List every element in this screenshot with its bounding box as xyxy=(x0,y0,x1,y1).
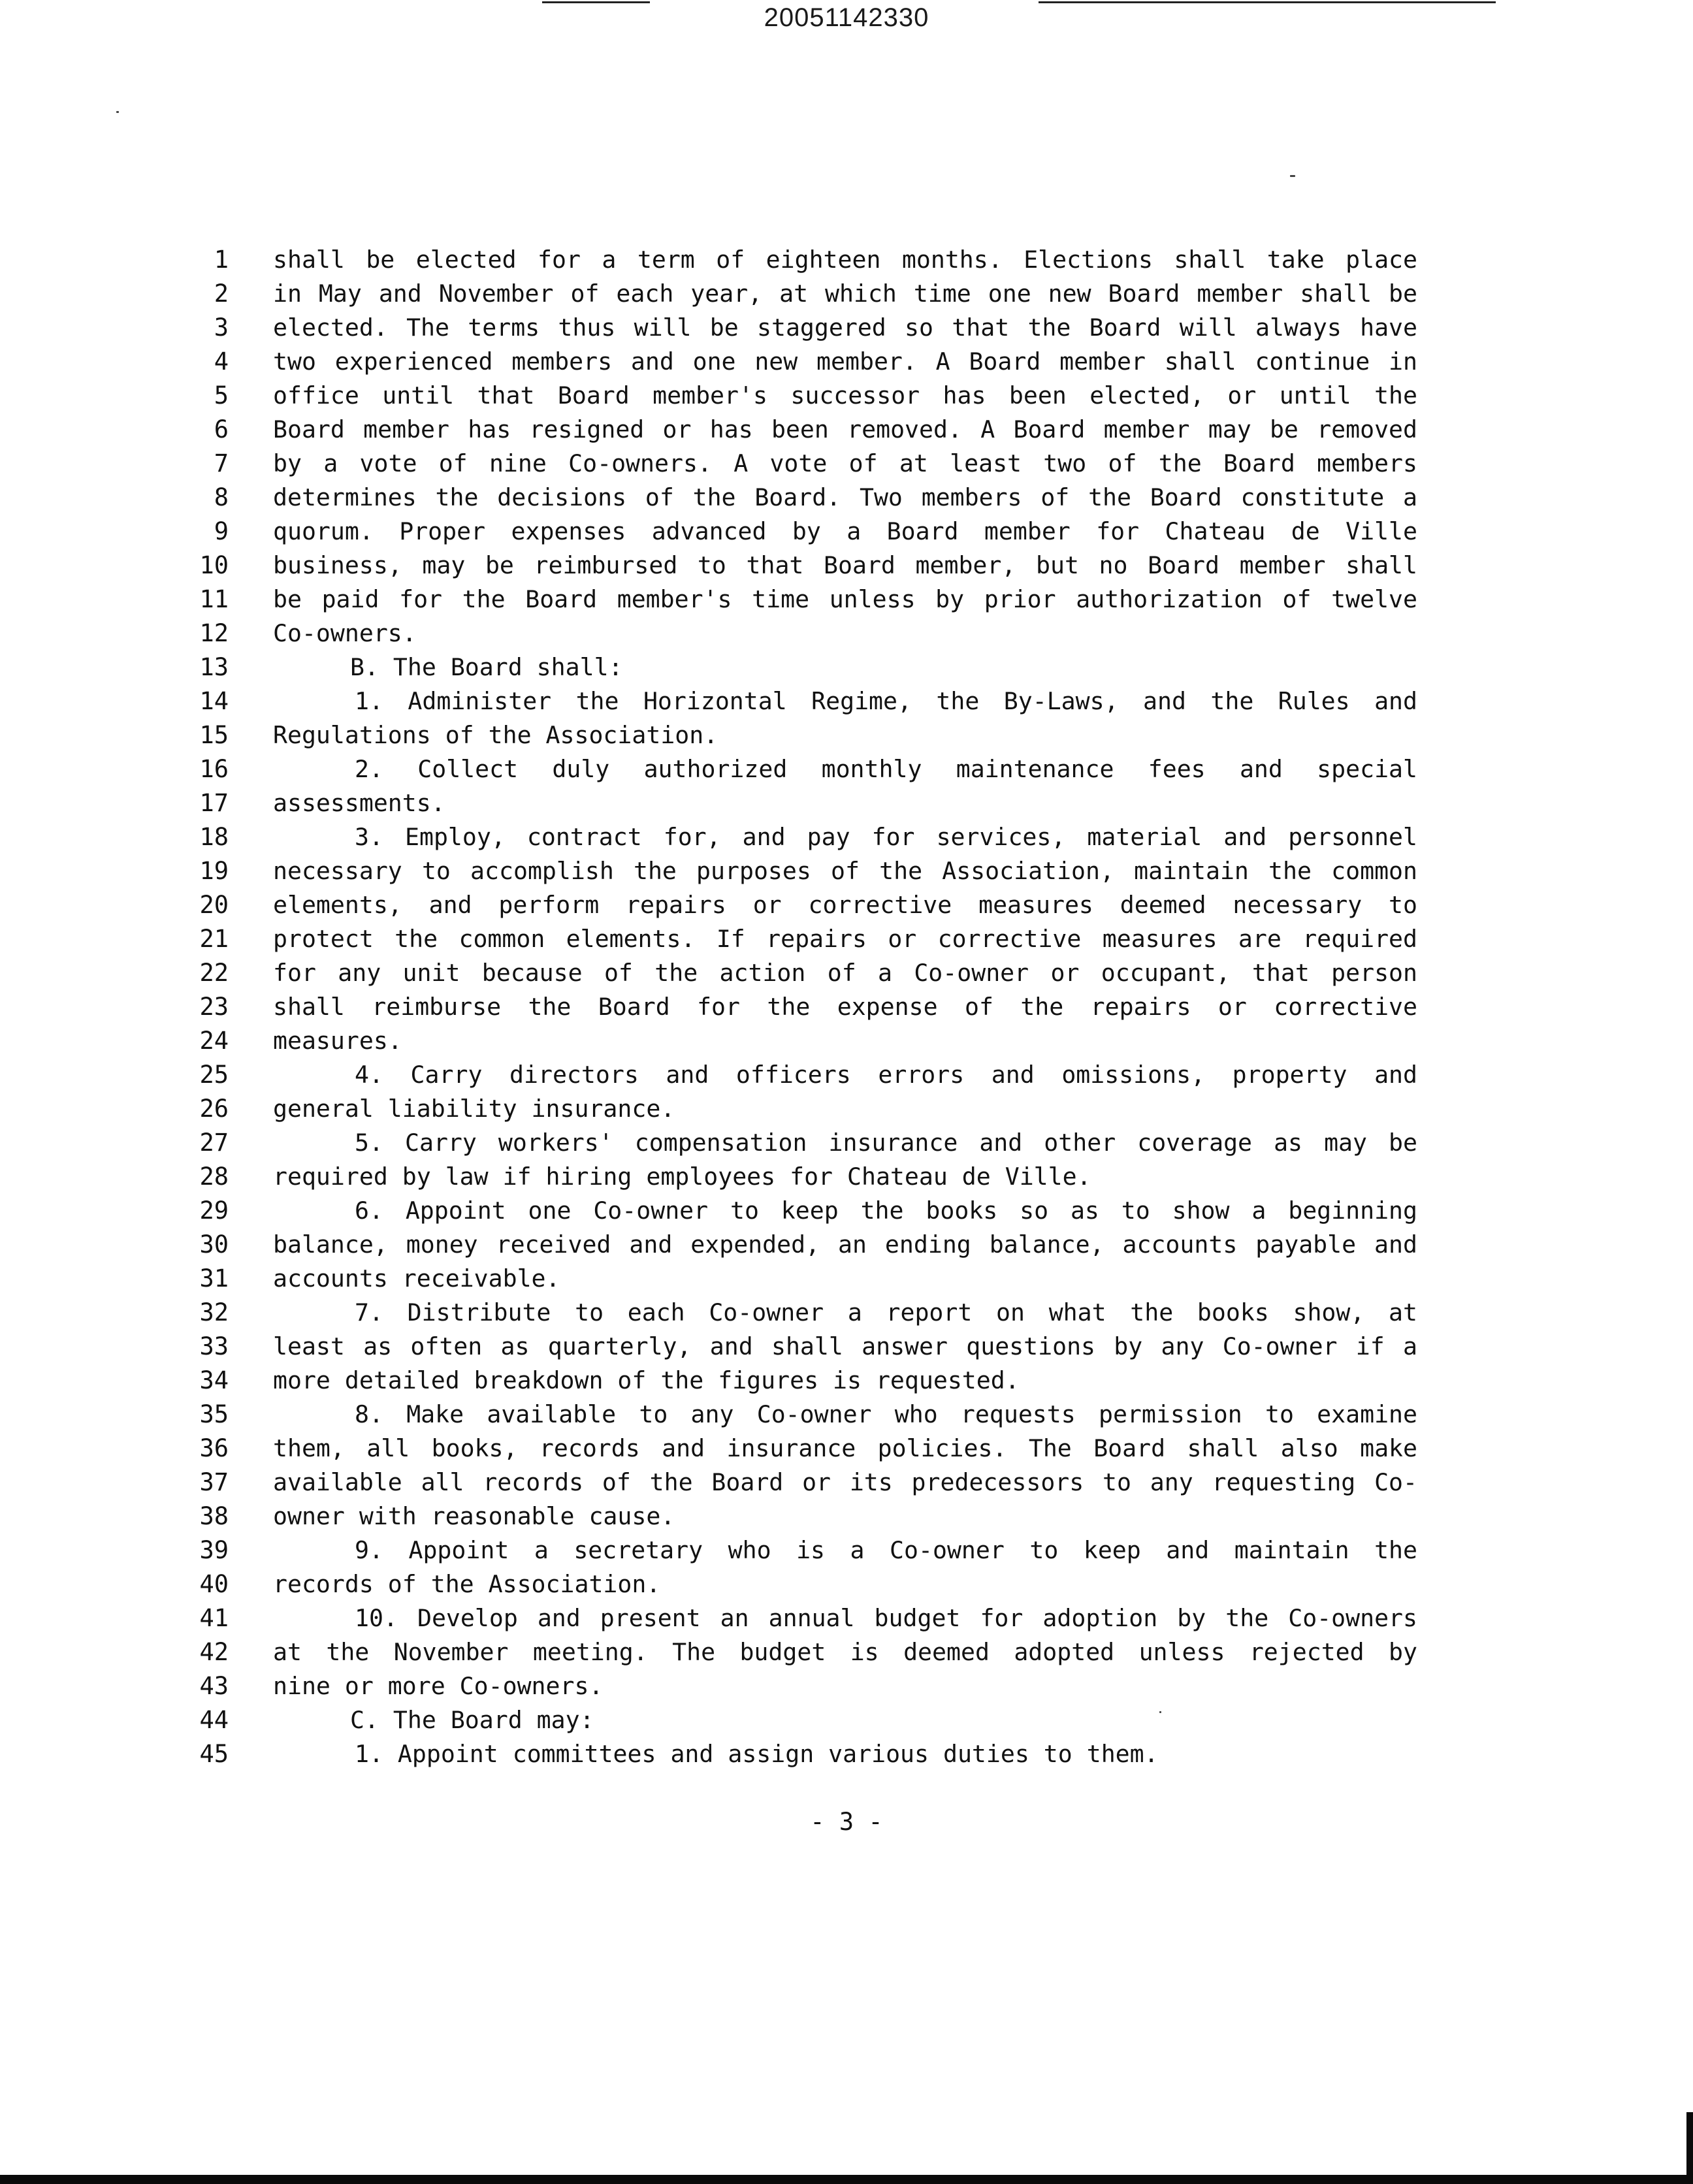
text-line xyxy=(0,1432,1693,1466)
line-text: elected. The terms thus will be staggered so that the Board will always have xyxy=(273,313,1417,342)
line-number: 17 xyxy=(199,789,229,817)
line-text: 8. Make available to any Co-owner who requests permission to examine xyxy=(355,1400,1417,1428)
line-text: for any unit because of the action of a Co-owner or occupant, that person xyxy=(273,959,1417,987)
line-number: 33 xyxy=(199,1332,229,1360)
text-line xyxy=(0,1262,1693,1296)
text-line xyxy=(0,243,1693,277)
line-text: balance, money received and expended, an ending balance, accounts payable and xyxy=(273,1230,1417,1259)
text-line xyxy=(0,1398,1693,1432)
text-line xyxy=(0,1703,1693,1737)
line-text: general liability insurance. xyxy=(273,1095,675,1123)
line-text: records of the Association. xyxy=(273,1570,661,1598)
line-text: elements, and perform repairs or corrective measures deemed necessary to xyxy=(273,891,1417,919)
line-number: 31 xyxy=(199,1264,229,1293)
text-line xyxy=(0,1567,1693,1601)
line-text: accounts receivable. xyxy=(273,1264,560,1293)
text-line xyxy=(0,1601,1693,1635)
text-line xyxy=(0,820,1693,854)
line-number: 26 xyxy=(199,1095,229,1123)
text-line xyxy=(0,1635,1693,1669)
line-number: 39 xyxy=(199,1536,229,1564)
page-number: - 3 - xyxy=(810,1808,883,1836)
line-number: 40 xyxy=(199,1570,229,1598)
line-number: 36 xyxy=(199,1434,229,1462)
line-number: 2 xyxy=(214,280,229,308)
line-number: 35 xyxy=(199,1400,229,1428)
text-line xyxy=(0,1126,1693,1160)
text-line xyxy=(0,1194,1693,1228)
line-number: 42 xyxy=(199,1638,229,1666)
text-line xyxy=(0,1228,1693,1262)
text-line xyxy=(0,277,1693,311)
text-line xyxy=(0,311,1693,345)
line-number: 43 xyxy=(199,1672,229,1700)
text-line xyxy=(0,922,1693,956)
text-line xyxy=(0,650,1693,684)
line-number: 24 xyxy=(199,1027,229,1055)
line-number: 9 xyxy=(214,517,229,545)
line-text: Board member has resigned or has been removed. A Board member may be removed xyxy=(273,415,1417,443)
line-number: 29 xyxy=(199,1196,229,1225)
text-line xyxy=(0,379,1693,413)
line-text: 5. Carry workers' compensation insurance and other coverage as may be xyxy=(355,1129,1417,1157)
line-text: two experienced members and one new member. A Board member shall continue in xyxy=(273,347,1417,376)
text-line xyxy=(0,888,1693,922)
text-line xyxy=(0,1534,1693,1567)
line-number: 6 xyxy=(214,415,229,443)
line-text: quorum. Proper expenses advanced by a Board member for Chateau de Ville xyxy=(273,517,1417,545)
line-number: 30 xyxy=(199,1230,229,1259)
section-heading: C. The Board may: xyxy=(350,1706,594,1734)
line-number: 32 xyxy=(199,1298,229,1326)
line-text: more detailed breakdown of the figures is requested. xyxy=(273,1366,1020,1394)
line-text: business, may be reimbursed to that Board member, but no Board member shall xyxy=(273,551,1417,579)
text-line xyxy=(0,413,1693,447)
line-text: office until that Board member's successor has been elected, or until the xyxy=(273,381,1417,410)
line-text: owner with reasonable cause. xyxy=(273,1502,675,1530)
line-number: 8 xyxy=(214,483,229,511)
line-text: nine or more Co-owners. xyxy=(273,1672,604,1700)
line-number: 28 xyxy=(199,1163,229,1191)
text-line xyxy=(0,956,1693,990)
line-number: 12 xyxy=(199,619,229,647)
text-line xyxy=(0,1669,1693,1703)
line-text: 6. Appoint one Co-owner to keep the books so as to show a beginning xyxy=(355,1196,1417,1225)
line-text: 7. Distribute to each Co-owner a report on what the books show, at xyxy=(355,1298,1417,1326)
section-heading: B. The Board shall: xyxy=(350,653,623,681)
text-line xyxy=(0,990,1693,1024)
line-number: 27 xyxy=(199,1129,229,1157)
line-number: 14 xyxy=(199,687,229,715)
line-number: 22 xyxy=(199,959,229,987)
line-text: determines the decisions of the Board. Two members of the Board constitute a xyxy=(273,483,1417,511)
line-text: 1. Appoint committees and assign various duties to them. xyxy=(355,1740,1159,1768)
line-text: Co-owners. xyxy=(273,619,417,647)
line-number: 20 xyxy=(199,891,229,919)
text-line xyxy=(0,583,1693,617)
line-number: 37 xyxy=(199,1468,229,1496)
text-line xyxy=(0,854,1693,888)
text-line xyxy=(0,1058,1693,1092)
text-line xyxy=(0,1737,1693,1771)
text-line xyxy=(0,447,1693,481)
line-text: 4. Carry directors and officers errors and omissions, property and xyxy=(355,1061,1417,1089)
line-number: 16 xyxy=(199,755,229,783)
line-text: 9. Appoint a secretary who is a Co-owner to keep and maintain the xyxy=(355,1536,1417,1564)
line-number: 4 xyxy=(214,347,229,376)
line-number: 1 xyxy=(214,246,229,274)
line-text: 3. Employ, contract for, and pay for services, material and personnel xyxy=(355,823,1417,851)
line-number: 34 xyxy=(199,1366,229,1394)
line-number: 41 xyxy=(199,1604,229,1632)
line-number: 15 xyxy=(199,721,229,749)
text-line xyxy=(0,1024,1693,1058)
body-text xyxy=(0,243,1693,1771)
line-text: measures. xyxy=(273,1027,402,1055)
text-line xyxy=(0,617,1693,650)
text-line xyxy=(0,515,1693,549)
line-text: them, all books, records and insurance policies. The Board shall also make xyxy=(273,1434,1417,1462)
text-line xyxy=(0,1330,1693,1364)
line-text: 10. Develop and present an annual budget for adoption by the Co-owners xyxy=(355,1604,1417,1632)
line-text: shall be elected for a term of eighteen months. Elections shall take place xyxy=(273,246,1417,274)
line-text: necessary to accomplish the purposes of the Association, maintain the common xyxy=(273,857,1417,885)
text-line xyxy=(0,481,1693,515)
line-number: 19 xyxy=(199,857,229,885)
line-text: in May and November of each year, at which time one new Board member shall be xyxy=(273,280,1417,308)
text-line xyxy=(0,718,1693,752)
line-text: at the November meeting. The budget is deemed adopted unless rejected by xyxy=(273,1638,1417,1666)
line-text: 1. Administer the Horizontal Regime, the By-Laws, and the Rules and xyxy=(355,687,1417,715)
line-number: 13 xyxy=(199,653,229,681)
text-line xyxy=(0,1364,1693,1398)
line-text: be paid for the Board member's time unless by prior authorization of twelve xyxy=(273,585,1417,613)
line-number: 25 xyxy=(199,1061,229,1089)
line-text: Regulations of the Association. xyxy=(273,721,718,749)
text-line xyxy=(0,752,1693,786)
line-text: least as often as quarterly, and shall answer questions by any Co-owner if a xyxy=(273,1332,1417,1360)
line-number: 11 xyxy=(199,585,229,613)
text-line xyxy=(0,1500,1693,1534)
line-number: 5 xyxy=(214,381,229,410)
line-number: 21 xyxy=(199,925,229,953)
text-line xyxy=(0,345,1693,379)
text-line xyxy=(0,1160,1693,1194)
scan-border-right xyxy=(1686,2112,1693,2184)
scan-speck xyxy=(1290,175,1295,177)
document-id: 20051142330 xyxy=(764,3,929,32)
line-number: 10 xyxy=(199,551,229,579)
line-text: required by law if hiring employees for Chateau de Ville. xyxy=(273,1163,1091,1191)
line-number: 38 xyxy=(199,1502,229,1530)
line-text: available all records of the Board or its predecessors to any requesting Co- xyxy=(273,1468,1417,1496)
scan-border-bottom xyxy=(0,2175,1693,2184)
line-text: assessments. xyxy=(273,789,445,817)
text-line xyxy=(0,549,1693,583)
text-line xyxy=(0,786,1693,820)
line-number: 44 xyxy=(199,1706,229,1734)
line-number: 18 xyxy=(199,823,229,851)
text-line xyxy=(0,1296,1693,1330)
line-number: 23 xyxy=(199,993,229,1021)
line-number: 45 xyxy=(199,1740,229,1768)
text-line xyxy=(0,1466,1693,1500)
line-number: 7 xyxy=(214,449,229,477)
line-text: 2. Collect duly authorized monthly maintenance fees and special xyxy=(355,755,1417,783)
text-line xyxy=(0,684,1693,718)
line-text: by a vote of nine Co-owners. A vote of at least two of the Board members xyxy=(273,449,1417,477)
line-text: protect the common elements. If repairs or corrective measures are required xyxy=(273,925,1417,953)
line-text: shall reimburse the Board for the expense of the repairs or corrective xyxy=(273,993,1417,1021)
text-line xyxy=(0,1092,1693,1126)
line-number: 3 xyxy=(214,313,229,342)
scan-speck xyxy=(116,111,119,113)
